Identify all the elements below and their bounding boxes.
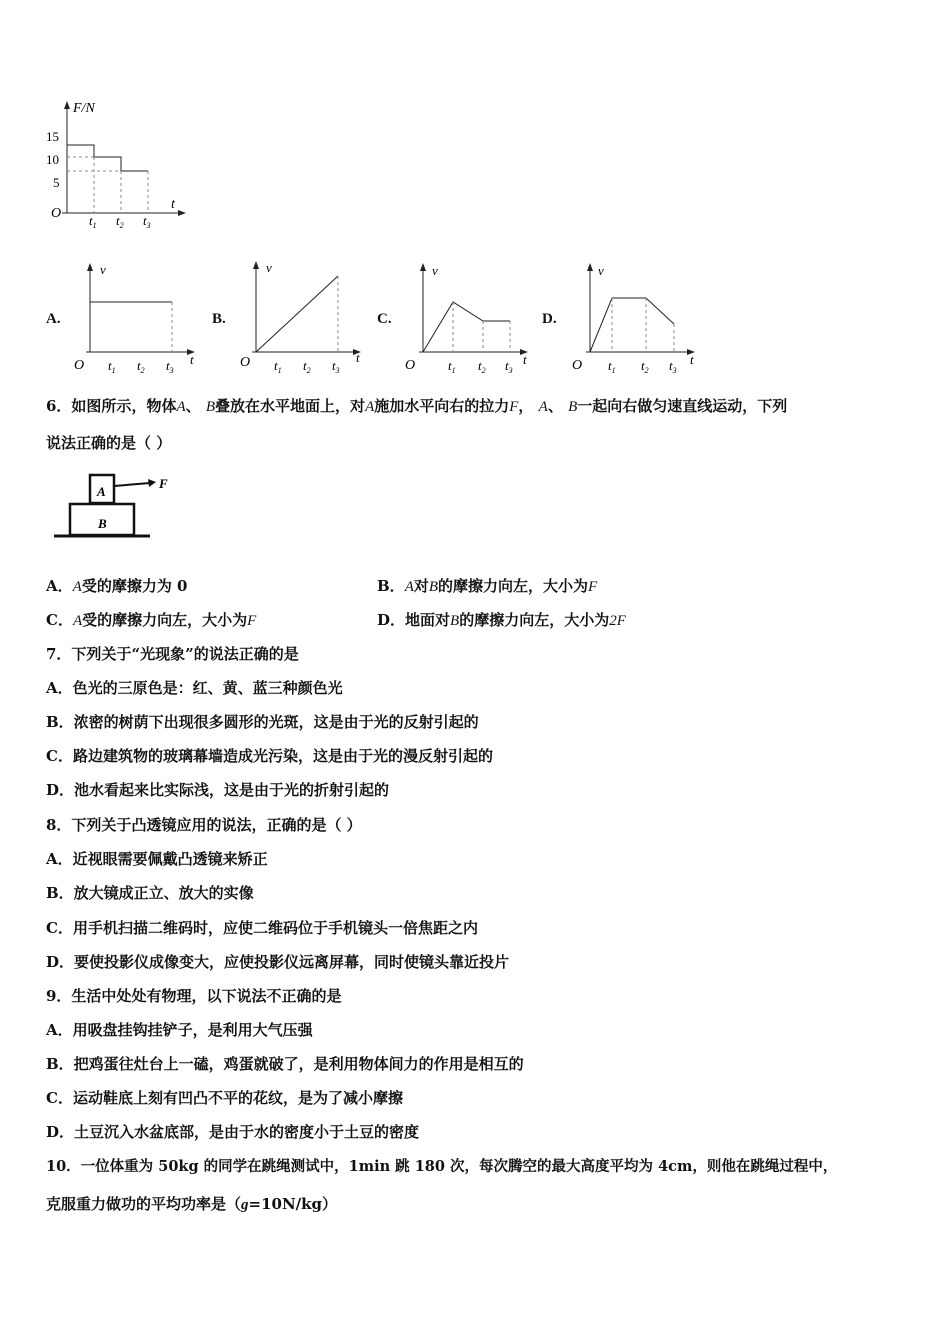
svg-text:v: v xyxy=(432,263,438,278)
q9-option-a[interactable]: A．用吸盘挂钩挂铲子，是利用大气压强 xyxy=(46,1021,313,1039)
svg-text:t: t xyxy=(356,350,360,365)
origin-label: O xyxy=(51,206,62,221)
x-tick: t xyxy=(116,213,120,228)
svg-text:v: v xyxy=(100,262,106,277)
x-axis-label: t xyxy=(171,197,175,212)
option-a-graph xyxy=(70,258,200,378)
svg-text:t3: $t_3$ xyxy=(669,358,677,375)
svg-text:A: A xyxy=(97,484,106,499)
svg-text:t1: $t_1$ xyxy=(274,358,282,375)
option-d-graph xyxy=(570,258,700,378)
svg-text:v: v xyxy=(266,260,272,275)
q9-option-d[interactable]: D．土豆沉入水盆底部，是由于水的密度小于土豆的密度 xyxy=(46,1123,420,1141)
svg-text:O: O xyxy=(405,358,416,373)
q6-block-diagram xyxy=(52,466,177,546)
svg-text:t3: $t_3$ xyxy=(332,358,340,375)
svg-text:t: t xyxy=(190,352,194,367)
q7-option-a[interactable]: A．色光的三原色是：红、黄、蓝三种颜色光 xyxy=(46,679,343,697)
q8-option-c[interactable]: C．用手机扫描二维码时，应使二维码位于手机镜头一倍焦距之内 xyxy=(46,919,478,937)
q6-stem-line1: 6．如图所示，物体A、 B叠放在水平地面上，对A施加水平向右的拉力F， A、 B一起向右做匀速直线运动，下列 xyxy=(46,397,788,415)
svg-text:t2: $t_2$ xyxy=(116,213,124,230)
q7-stem: 7．下列关于“光现象”的说法正确的是 xyxy=(46,645,299,663)
svg-text:t3: $t_3$ xyxy=(166,358,174,375)
svg-text:t1: $t_1$ xyxy=(608,358,616,375)
svg-text:v: v xyxy=(598,263,604,278)
svg-text:t1: $t_1$ xyxy=(89,213,97,230)
y-tick: 5 xyxy=(53,175,60,190)
q6-option-c[interactable]: C．A受的摩擦力向左，大小为F xyxy=(46,611,257,629)
q8-option-d[interactable]: D．要使投影仪成像变大，应使投影仪远离屏幕，同时使镜头靠近投片 xyxy=(46,953,510,971)
svg-text:t2: $t_2$ xyxy=(478,358,486,375)
q9-option-b[interactable]: B．把鸡蛋往灶台上一磕，鸡蛋就破了，是利用物体间力的作用是相互的 xyxy=(46,1055,524,1073)
q7-option-d[interactable]: D．池水看起来比实际浅，这是由于光的折射引起的 xyxy=(46,781,390,799)
svg-text:t3: $t_3$ xyxy=(505,358,513,375)
q10-stem-line2: 克服重力做功的平均功率是（g=10N/kg） xyxy=(46,1195,338,1213)
svg-text:t1: $t_1$ xyxy=(108,358,116,375)
option-b-label[interactable]: B. xyxy=(212,311,226,327)
q10-stem-line1: 10．一位体重为 50kg 的同学在跳绳测试中，1min 跳 180 次，每次腾空的最大高度平均为 4cm，则他在跳绳过程中， xyxy=(46,1158,838,1175)
svg-text:t: t xyxy=(523,352,527,367)
option-c-label[interactable]: C. xyxy=(377,311,392,327)
q7-option-b[interactable]: B．浓密的树荫下出现很多圆形的光斑，这是由于光的反射引起的 xyxy=(46,713,479,731)
q6-option-d[interactable]: D．地面对B的摩擦力向左，大小为2F xyxy=(377,611,626,629)
svg-text:O: O xyxy=(240,355,251,370)
svg-text:t: t xyxy=(690,352,694,367)
q8-stem: 8．下列关于凸透镜应用的说法，正确的是（ ） xyxy=(46,816,362,834)
y-tick: 10 xyxy=(46,152,59,167)
svg-text:t2: $t_2$ xyxy=(137,358,145,375)
x-tick: t xyxy=(143,213,147,228)
svg-text:O: O xyxy=(74,358,85,373)
q7-option-c[interactable]: C．路边建筑物的玻璃幕墙造成光污染，这是由于光的漫反射引起的 xyxy=(46,747,493,765)
force-time-graph xyxy=(40,95,190,230)
option-b-graph xyxy=(236,258,366,378)
q6-stem-line2: 说法正确的是（ ） xyxy=(46,434,172,452)
option-c-graph xyxy=(403,258,533,378)
q6-option-a[interactable]: A．A受的摩擦力为 0 xyxy=(46,577,188,595)
svg-text:t3: $t_3$ xyxy=(143,213,151,230)
q9-option-c[interactable]: C．运动鞋底上刻有凹凸不平的花纹，是为了减小摩擦 xyxy=(46,1089,403,1107)
q9-stem: 9．生活中处处有物理，以下说法不正确的是 xyxy=(46,987,342,1005)
option-d-label[interactable]: D. xyxy=(542,311,557,327)
svg-text:O: O xyxy=(572,358,583,373)
svg-text:t2: $t_2$ xyxy=(641,358,649,375)
y-axis-label: F/N xyxy=(73,101,95,116)
x-tick: t xyxy=(89,213,93,228)
q8-option-a[interactable]: A．近视眼需要佩戴凸透镜来矫正 xyxy=(46,850,268,868)
svg-text:B: B xyxy=(98,516,107,531)
option-a-label[interactable]: A. xyxy=(46,311,61,327)
svg-text:F: F xyxy=(159,476,168,491)
q6-option-b[interactable]: B．A对B的摩擦力向左，大小为F xyxy=(377,577,598,595)
y-tick: 15 xyxy=(46,129,59,144)
q8-option-b[interactable]: B．放大镜成正立、放大的实像 xyxy=(46,884,254,902)
svg-text:t1: $t_1$ xyxy=(448,358,456,375)
svg-text:t2: $t_2$ xyxy=(303,358,311,375)
